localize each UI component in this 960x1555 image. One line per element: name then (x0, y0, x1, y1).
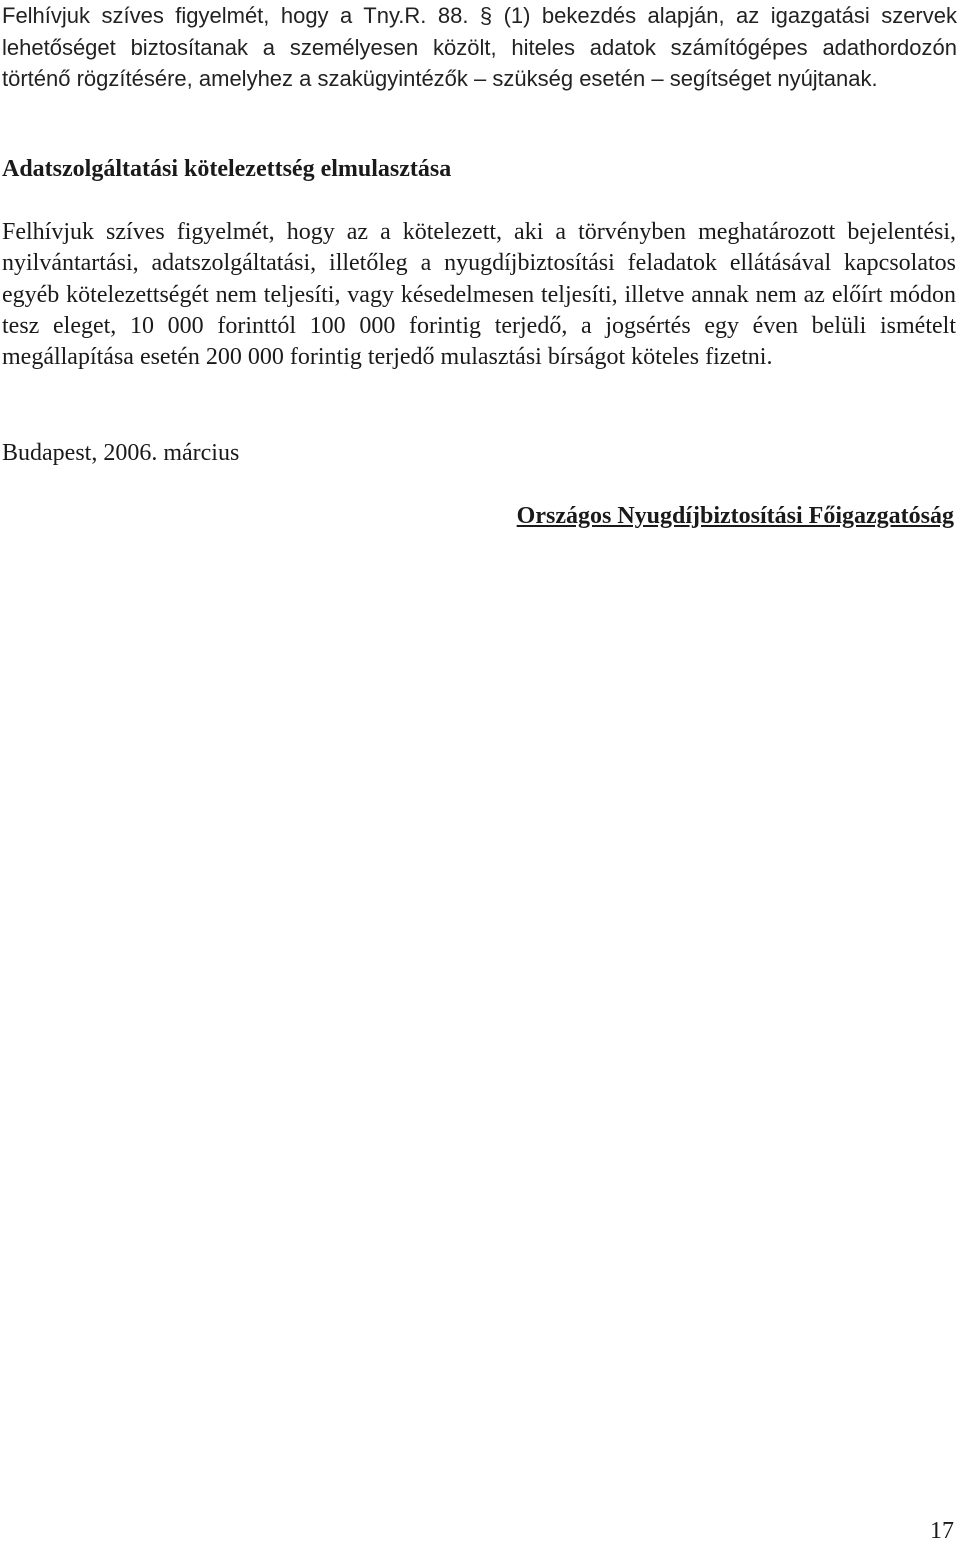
date-line: Budapest, 2006. március (2, 440, 240, 466)
section-heading: Adatszolgáltatási kötelezettség elmulasztása (2, 156, 452, 182)
section-paragraph: Felhívjuk szíves figyelmét, hogy az a kötelezett, aki a törvényben meghatározott bejelentési, nyilvántartási, adatszolgáltatási, illetőleg a nyugdíjbiztosítási feladatok ellátásával kapcsolatos egyéb kötelezettségét nem teljesíti, vagy késedelmesen teljesíti, illetve annak nem az előírt módon tesz eleget, 10 000 forinttól 100 000 forintig terjedő, a jogsértés egy éven belüli ismételt megállapítása esetén 200 000 forintig terjedő mulasztási bírságot köteles fizetni. (2, 219, 956, 371)
page-number: 17 (930, 1518, 954, 1544)
intro-paragraph: Felhívjuk szíves figyelmét, hogy a Tny.R. 88. § (1) bekezdés alapján, az igazgatási szervek lehetőséget biztosítanak a személyesen közölt, hiteles adatok számítógépes adathordozón történő rögzítésére, amelyhez a szakügyintézők – szükség esetén – segítséget nyújtanak. (2, 3, 957, 91)
signature-organization: Országos Nyugdíjbiztosítási Főigazgatóság (516, 503, 954, 529)
